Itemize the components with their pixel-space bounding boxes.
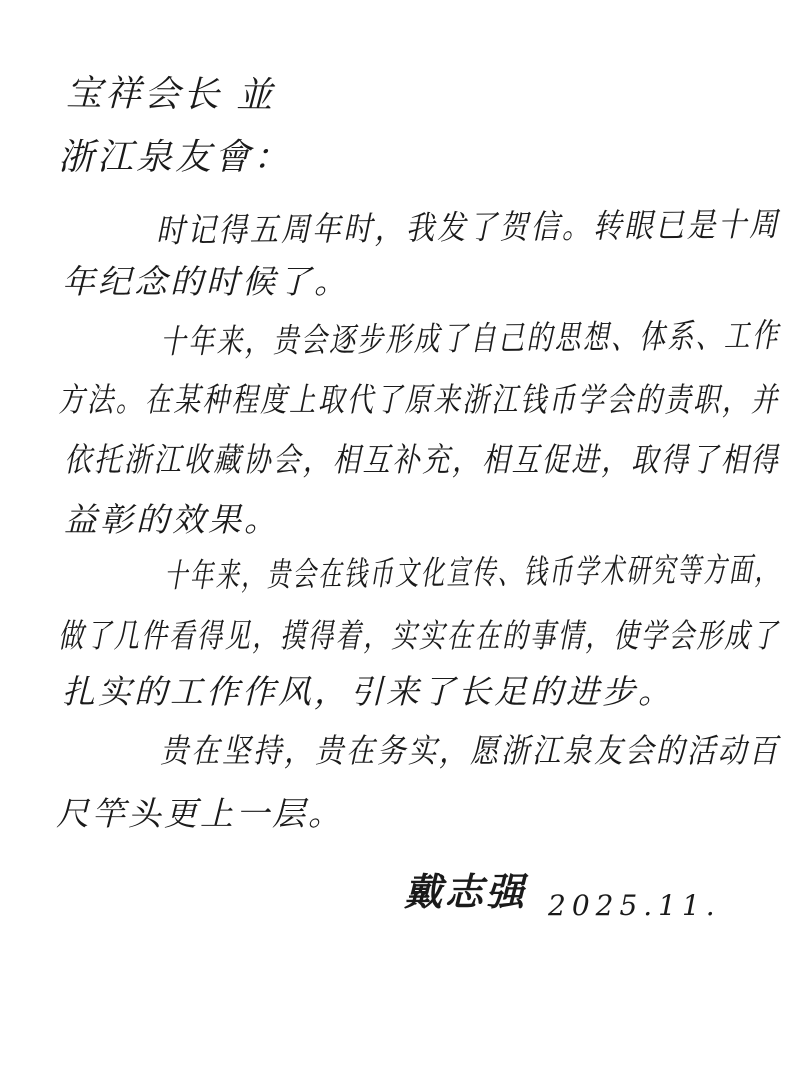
signature-date: 2025.11. xyxy=(548,889,721,922)
paragraph-3-line-3: 扎实的工作作风，引来了长足的进步。 xyxy=(62,672,674,711)
paragraph-3-line-2: 做了几件看得见，摸得着，实实在在的事情，使学会形成了 xyxy=(58,616,780,655)
paragraph-2-line-4: 益彰的效果。 xyxy=(64,500,280,539)
paragraph-1-line-2: 年纪念的时候了。 xyxy=(62,262,350,301)
addressee: 浙江泉友會： xyxy=(58,137,293,178)
paragraph-4-line-1: 贵在坚持，贵在务实，愿浙江泉友会的活动百 xyxy=(160,731,780,770)
paragraph-1-line-1: 时记得五周年时，我发了贺信。转眼已是十周 xyxy=(155,204,781,250)
paragraph-2-line-1: 十年来，贵会逐步形成了自己的思想、体系、工作 xyxy=(159,315,781,361)
paragraph-4-line-2: 尺竿头更上一层。 xyxy=(56,794,344,833)
paragraph-2-line-2: 方法。在某种程度上取代了原来浙江钱币学会的责职，并 xyxy=(58,380,780,419)
paragraph-3-line-1: 十年来，贵会在钱币文化宣传、钱币学术研究等方面， xyxy=(163,549,781,595)
salutation: 宝祥会长 並 xyxy=(65,73,276,117)
paragraph-2-line-3: 依托浙江收藏协会，相互补充，相互促进，取得了相得 xyxy=(64,440,781,479)
signature: 戴志强 xyxy=(404,869,528,914)
